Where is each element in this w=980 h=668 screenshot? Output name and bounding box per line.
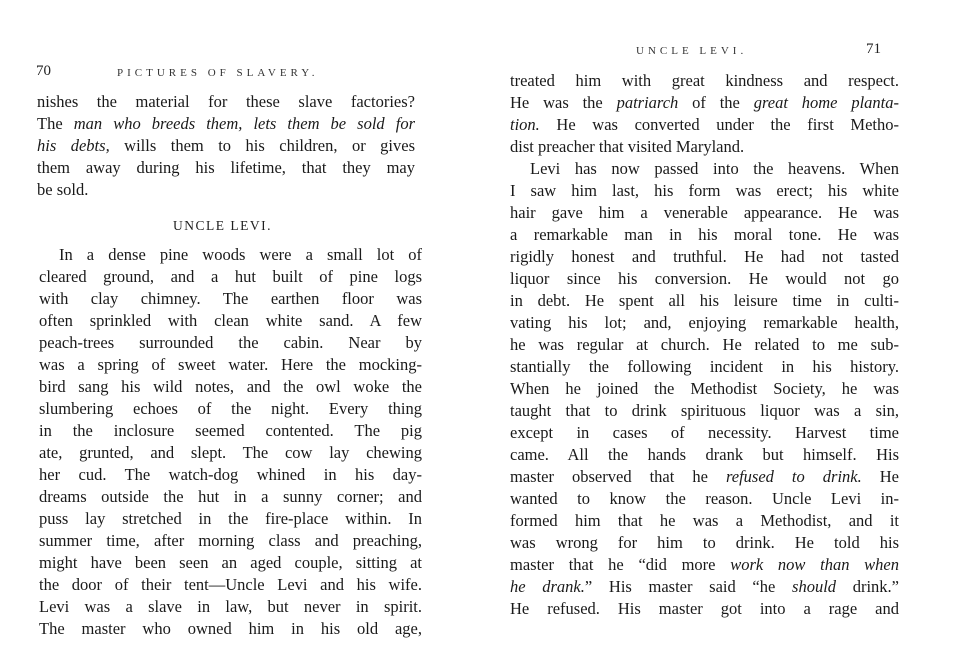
text-line: formed him that he was a Methodist, and it xyxy=(510,511,899,530)
text-line: The master who owned him in his old age, xyxy=(39,619,422,638)
text-line: liquor since his conversion. He would not go xyxy=(510,269,899,288)
text-line: taught that to drink spirituous liquor was a sin, xyxy=(510,401,899,420)
text-line: was wrong for him to drink. He told his xyxy=(510,533,899,552)
text-line: dist preacher that visited Maryland. xyxy=(510,137,745,156)
text-line: the door of their tent—Uncle Levi and his wife. xyxy=(39,575,422,594)
text-line: slumbering echoes of the night. Every thing xyxy=(39,399,422,418)
left-page-number: 70 xyxy=(36,63,51,79)
text-line: master observed that he refused to drink. He xyxy=(510,467,899,486)
text-line: I saw him last, his form was erect; his white xyxy=(510,181,899,200)
text-line: came. All the hands drank but himself. His xyxy=(510,445,899,464)
text-line: be sold. xyxy=(37,180,89,199)
text-line: rigidly honest and truthful. He had not tasted xyxy=(510,247,899,266)
right-running-head: UNCLE LEVI. xyxy=(636,45,748,57)
section-heading: UNCLE LEVI. xyxy=(173,218,272,233)
text-line: nishes the material for these slave factories? xyxy=(37,92,415,111)
text-line: a remarkable man in his moral tone. He was xyxy=(510,225,899,244)
text-line: hair gave him a venerable appearance. He was xyxy=(510,203,899,222)
text-line: her cud. The watch-dog whined in his day- xyxy=(39,465,422,484)
text-line: in the inclosure seemed contented. The pig xyxy=(39,421,422,440)
text-line: was a spring of sweet water. Here the mocking- xyxy=(39,355,422,374)
text-line: When he joined the Methodist Society, he was xyxy=(510,379,899,398)
text-line: them away during his lifetime, that they may xyxy=(37,158,415,177)
text-line: Levi has now passed into the heavens. When xyxy=(530,159,899,178)
text-line: In a dense pine woods were a small lot of xyxy=(59,245,422,264)
text-line: Levi was a slave in law, but never in spirit. xyxy=(39,597,422,616)
text-line: ate, grunted, and slept. The cow lay chewing xyxy=(39,443,422,462)
text-line: peach-trees surrounded the cabin. Near by xyxy=(39,333,422,352)
text-line: often sprinkled with clean white sand. A few xyxy=(39,311,422,330)
text-line: except in cases of necessity. Harvest time xyxy=(510,423,899,442)
text-line: The man who breeds them, lets them be sold for xyxy=(37,114,415,133)
text-line: dreams outside the hut in a sunny corner; and xyxy=(39,487,422,506)
text-line: wanted to know the reason. Uncle Levi in- xyxy=(510,489,899,508)
text-line: in debt. He spent all his leisure time in culti- xyxy=(510,291,899,310)
right-page xyxy=(490,0,980,668)
text-line: his debts, wills them to his children, or gives xyxy=(37,136,415,155)
text-line: summer time, after morning class and preaching, xyxy=(39,531,422,550)
left-body-text xyxy=(39,244,422,640)
text-line: tion. He was converted under the first Metho- xyxy=(510,115,899,134)
left-top-paragraph xyxy=(37,91,415,201)
text-line: cleared ground, and a hut built of pine logs xyxy=(39,267,422,286)
text-line: he drank.” His master said “he should drink.” xyxy=(510,577,899,596)
right-page-number: 71 xyxy=(866,41,881,57)
text-line: He refused. His master got into a rage and xyxy=(510,599,899,618)
text-line: master that he “did more work now than when xyxy=(510,555,899,574)
left-running-head: PICTURES OF SLAVERY. xyxy=(117,67,319,79)
right-body-text xyxy=(510,70,899,620)
text-line: vating his lot; and, enjoying remarkable health, xyxy=(510,313,899,332)
text-line: bird sang his wild notes, and the owl woke the xyxy=(39,377,422,396)
text-line: treated him with great kindness and respect. xyxy=(510,71,899,90)
text-line: stantially the following incident in his history. xyxy=(510,357,899,376)
text-line: might have been seen an aged couple, sitting at xyxy=(39,553,422,572)
text-line: with clay chimney. The earthen floor was xyxy=(39,289,422,308)
text-line: puss lay stretched in the fire-place within. In xyxy=(39,509,422,528)
text-line: He was the patriarch of the great home planta- xyxy=(510,93,899,112)
text-line: he was regular at church. He related to me sub- xyxy=(510,335,899,354)
